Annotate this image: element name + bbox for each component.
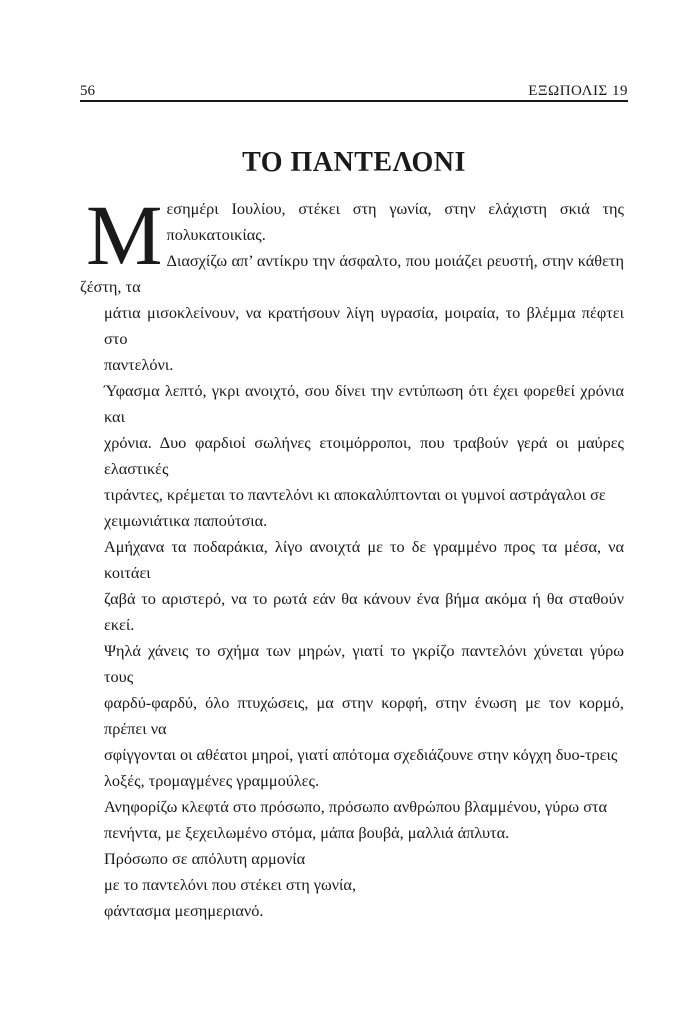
poem-title: ΤΟ ΠΑΝΤΕΛΟΝΙ [242,147,466,178]
poem-line: πενήντα, με ξεχειλωμένο στόμα, μάπα βουβά, μαλλιά άπλυτα. [104,823,510,842]
poem-line: μάτια μισοκλείνουν, να κρατήσουν λίγη υγρασία, μοιραία, το βλέμμα πέφτει στο [104,303,624,348]
poem-line: Ανηφορίζω κλεφτά στο πρόσωπο, πρόσωπο ανθρώπου βλαμμένου, γύρω στα [104,797,608,816]
poem-line: εσημέρι Ιουλίου, στέκει στη γωνία, στην ελάχιστη σκιά της πολυκατοικίας. [166,199,624,244]
header-rule [80,100,628,102]
poem-line: Ύφασμα λεπτό, γκρι ανοιχτό, σου δίνει την εντύπωση ότι έχει φορεθεί χρόνια και [104,381,624,426]
poem-line: τιράντες, κρέμεται το παντελόνι κι αποκαλύπτονται οι γυμνοί αστράγαλοι σε [104,485,606,504]
poem-line: χειμωνιάτικα παπούτσια. [104,511,268,530]
journal-title: ΕΞΩΠΟΛΙΣ 19 [528,83,628,99]
poem-line: Πρόσωπο σε απόλυτη αρμονία [104,849,306,868]
poem-line: λοξές, τρομαγμένες γραμμούλες. [104,771,320,790]
poem-line: ζαβά το αριστερό, να το ρωτά εάν θα κάνουν ένα βήμα ακόμα ή θα σταθούν εκεί. [104,589,624,634]
poem-line: σφίγγονται οι αθέατοι μηροί, γιατί απότομα σχεδιάζουνε στην κόγχη δυο-τρεις [104,745,618,764]
poem-line: φαρδύ-φαρδύ, όλο πτυχώσεις, μα στην κορφή, στην ένωση με τον κορμό, πρέπει να [104,693,624,738]
poem-line: φάντασμα μεσημεριανό. [104,901,264,920]
page-number: 56 [80,83,95,99]
poem-body [80,187,624,924]
poem-line: χρόνια. Δυο φαρδιοί σωλήνες ετοιμόρροποι, που τραβούν γερά οι μαύρες ελαστικές [104,433,624,478]
drop-cap: Μ [86,187,163,283]
running-header [80,80,628,102]
poem-line: Ψηλά χάνεις το σχήμα των μηρών, γιατί το γκρίζο παντελόνι χύνεται γύρω τους [104,641,624,686]
poem-line: παντελόνι. [104,355,174,374]
poem-line: με το παντελόνι που στέκει στη γωνία, [104,875,357,894]
poem-line: Αμήχανα τα ποδαράκια, λίγο ανοιχτά με το δε γραμμένο προς τα μέσα, να κοιτάει [104,537,624,582]
poem-line: Διασχίζω απ’ αντίκρυ την άσφαλτο, που μοιάζει ρευστή, στην κάθετη ζέστη, τα [80,251,624,296]
